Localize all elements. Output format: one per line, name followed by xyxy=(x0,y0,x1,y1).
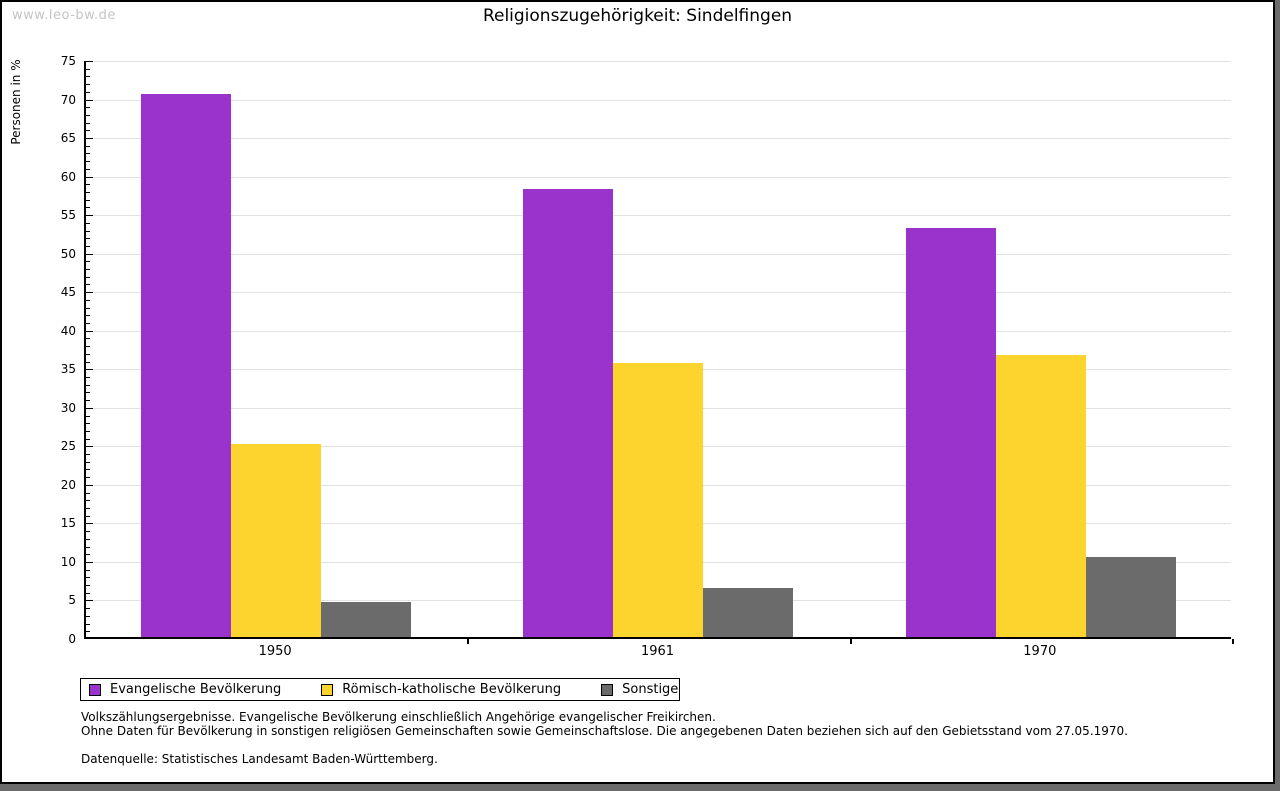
plot-area xyxy=(84,61,1231,639)
gridline-70 xyxy=(86,100,1231,101)
y-minor-tick-72 xyxy=(86,84,90,85)
gridline-45 xyxy=(86,292,1231,293)
x-category-label-1970: 1970 xyxy=(1023,644,1057,659)
legend-swatch-evangelische xyxy=(89,684,101,696)
gridline-65 xyxy=(86,138,1231,139)
y-minor-tick-57 xyxy=(86,200,90,201)
x-category-label-1961: 1961 xyxy=(640,644,675,659)
y-minor-tick-42 xyxy=(86,315,90,316)
y-minor-tick-26 xyxy=(86,439,90,440)
y-minor-tick-9 xyxy=(86,570,90,571)
y-minor-tick-38 xyxy=(86,346,90,347)
y-major-tick-20 xyxy=(86,485,93,486)
legend-label-katholische: Römisch-katholische Bevölkerung xyxy=(342,682,562,697)
y-minor-tick-58 xyxy=(86,192,90,193)
y-tick-label-75: 75 xyxy=(60,54,76,68)
y-minor-tick-8 xyxy=(86,577,90,578)
legend-label-evangelische: Evangelische Bevölkerung xyxy=(110,682,282,697)
bar-evangelische-bev-lkerung-1961 xyxy=(523,189,613,637)
y-minor-tick-73 xyxy=(86,76,90,77)
y-minor-tick-43 xyxy=(86,308,90,309)
y-minor-tick-41 xyxy=(86,323,90,324)
y-minor-tick-2 xyxy=(86,624,90,625)
y-minor-tick-74 xyxy=(86,69,90,70)
gridline-40 xyxy=(86,331,1231,332)
bar-evangelische-bev-lkerung-1970 xyxy=(906,228,996,637)
y-tick-label-65: 65 xyxy=(60,131,76,146)
y-minor-tick-4 xyxy=(86,608,90,609)
y-minor-tick-24 xyxy=(86,454,90,455)
y-major-tick-50 xyxy=(86,254,93,255)
y-major-tick-75 xyxy=(86,61,93,62)
y-minor-tick-22 xyxy=(86,469,90,470)
y-minor-tick-39 xyxy=(86,338,90,339)
x-category-label-1950: 1950 xyxy=(258,644,292,659)
y-minor-tick-7 xyxy=(86,585,90,586)
footnotes xyxy=(81,710,1221,738)
page-title: Religionszugehörigkeit: Sindelfingen xyxy=(482,6,793,26)
y-major-tick-45 xyxy=(86,292,93,293)
legend-item-sonstige xyxy=(601,682,678,697)
y-tick-label-20: 20 xyxy=(60,477,76,492)
y-minor-tick-61 xyxy=(86,169,90,170)
legend-item-evangelische xyxy=(89,682,281,697)
y-minor-tick-33 xyxy=(86,385,90,386)
bar-r-misch-katholische-bev-lkerung-1970 xyxy=(996,355,1086,637)
y-minor-tick-52 xyxy=(86,238,90,239)
y-minor-tick-64 xyxy=(86,146,90,147)
legend-label-sonstige: Sonstige xyxy=(622,682,679,697)
y-minor-tick-54 xyxy=(86,223,90,224)
bar-r-misch-katholische-bev-lkerung-1950 xyxy=(231,444,321,637)
y-minor-tick-51 xyxy=(86,246,90,247)
y-tick-label-45: 45 xyxy=(60,285,76,300)
y-minor-tick-46 xyxy=(86,284,90,285)
y-tick-label-40: 40 xyxy=(60,323,76,338)
y-major-tick-15 xyxy=(86,523,93,524)
y-major-tick-55 xyxy=(86,215,93,216)
x-boundary-tick-1 xyxy=(467,639,469,644)
y-tick-label-35: 35 xyxy=(60,362,76,377)
y-minor-tick-36 xyxy=(86,362,90,363)
y-minor-tick-27 xyxy=(86,431,90,432)
y-minor-tick-3 xyxy=(86,616,90,617)
bar-sonstige-1950 xyxy=(321,602,411,637)
y-major-tick-5 xyxy=(86,600,93,601)
y-major-tick-40 xyxy=(86,331,93,332)
y-minor-tick-1 xyxy=(86,631,90,632)
y-minor-tick-28 xyxy=(86,423,90,424)
y-minor-tick-63 xyxy=(86,153,90,154)
y-tick-label-70: 70 xyxy=(60,92,76,107)
y-minor-tick-31 xyxy=(86,400,90,401)
y-minor-tick-16 xyxy=(86,516,90,517)
x-boundary-tick-2 xyxy=(850,639,852,644)
gridline-75 xyxy=(86,61,1231,62)
bar-sonstige-1970 xyxy=(1086,557,1176,637)
bar-evangelische-bev-lkerung-1950 xyxy=(141,94,231,637)
legend-swatch-katholische xyxy=(321,684,333,696)
y-minor-tick-66 xyxy=(86,130,90,131)
y-major-tick-25 xyxy=(86,446,93,447)
y-minor-tick-18 xyxy=(86,500,90,501)
y-minor-tick-11 xyxy=(86,554,90,555)
footnote-line-1: Volkszählungsergebnisse. Evangelische Bevölkerung einschließlich Angehörige evangelischer Freikirchen. xyxy=(81,710,716,724)
y-minor-tick-48 xyxy=(86,269,90,270)
y-tick-label-10: 10 xyxy=(60,554,76,569)
y-minor-tick-53 xyxy=(86,231,90,232)
y-tick-label-60: 60 xyxy=(60,169,76,184)
y-minor-tick-49 xyxy=(86,261,90,262)
y-minor-tick-17 xyxy=(86,508,90,509)
y-minor-tick-62 xyxy=(86,161,90,162)
y-major-tick-70 xyxy=(86,100,93,101)
y-major-tick-65 xyxy=(86,138,93,139)
x-boundary-tick-3 xyxy=(1232,639,1234,644)
footnote-line-2: Ohne Daten für Bevölkerung in sonstigen religiösen Gemeinschaften sowie Gemeinschaftslose. Die angegebenen Daten beziehen sich auf den Gebietsstand vom 27.05.1970. xyxy=(81,724,1128,738)
y-axis-title: Personen in % xyxy=(9,59,23,145)
legend-item-katholische xyxy=(321,682,561,697)
y-minor-tick-19 xyxy=(86,493,90,494)
y-tick-label-55: 55 xyxy=(60,208,76,223)
y-minor-tick-29 xyxy=(86,416,90,417)
y-minor-tick-56 xyxy=(86,207,90,208)
y-major-tick-10 xyxy=(86,562,93,563)
y-major-tick-60 xyxy=(86,177,93,178)
gridline-50 xyxy=(86,254,1231,255)
data-source: Datenquelle: Statistisches Landesamt Baden-Württemberg. xyxy=(81,752,438,766)
y-minor-tick-69 xyxy=(86,107,90,108)
legend-swatch-sonstige xyxy=(601,684,613,696)
y-minor-tick-59 xyxy=(86,184,90,185)
y-tick-label-15: 15 xyxy=(60,516,76,531)
y-minor-tick-44 xyxy=(86,300,90,301)
y-minor-tick-14 xyxy=(86,531,90,532)
y-minor-tick-34 xyxy=(86,377,90,378)
y-minor-tick-47 xyxy=(86,277,90,278)
bar-r-misch-katholische-bev-lkerung-1961 xyxy=(613,363,703,637)
y-minor-tick-68 xyxy=(86,115,90,116)
watermark-text: www.leo-bw.de xyxy=(12,8,116,23)
y-minor-tick-37 xyxy=(86,354,90,355)
bar-sonstige-1961 xyxy=(703,588,793,637)
y-minor-tick-6 xyxy=(86,593,90,594)
y-minor-tick-13 xyxy=(86,539,90,540)
gridline-60 xyxy=(86,177,1231,178)
y-minor-tick-12 xyxy=(86,547,90,548)
gridline-55 xyxy=(86,215,1231,216)
legend xyxy=(80,678,680,701)
y-minor-tick-67 xyxy=(86,123,90,124)
y-tick-label-0: 0 xyxy=(68,632,76,646)
y-tick-label-30: 30 xyxy=(60,400,76,415)
y-minor-tick-23 xyxy=(86,462,90,463)
y-tick-label-25: 25 xyxy=(60,439,76,454)
y-tick-label-50: 50 xyxy=(60,246,76,261)
y-major-tick-30 xyxy=(86,408,93,409)
y-minor-tick-32 xyxy=(86,392,90,393)
y-minor-tick-71 xyxy=(86,92,90,93)
y-major-tick-35 xyxy=(86,369,93,370)
y-tick-label-5: 5 xyxy=(68,593,76,608)
y-minor-tick-21 xyxy=(86,477,90,478)
